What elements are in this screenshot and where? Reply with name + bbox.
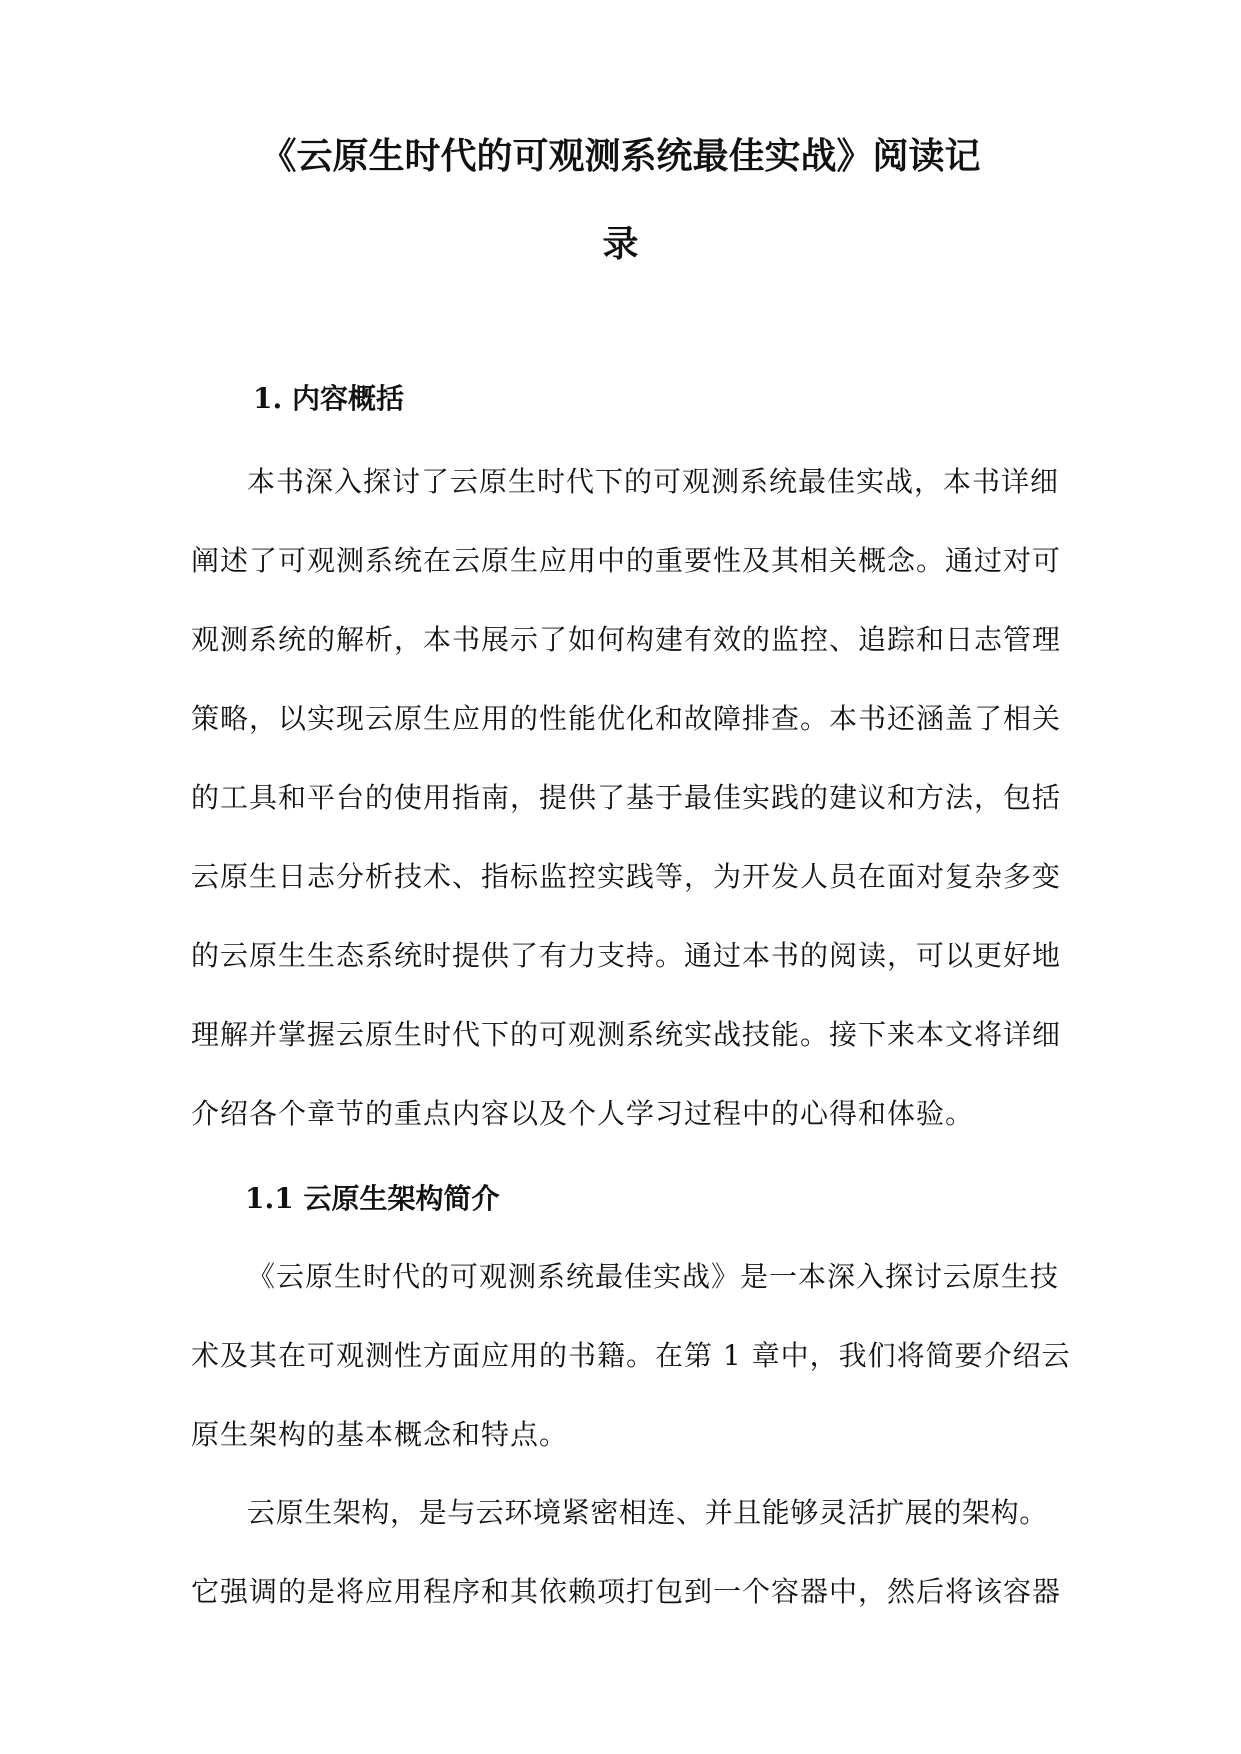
paragraph-line: 云原生架构，是与云环境紧密相连、并且能够灵活扩展的架构。 [247,1496,1048,1529]
paragraph-line: 策略，以实现云原生应用的性能优化和故障排查。本书还涵盖了相关 [191,702,1062,735]
paragraph-line: 它强调的是将应用程序和其依赖项打包到一个容器中，然后将该容器 [191,1575,1062,1608]
paragraph-line: 《云原生时代的可观测系统最佳实战》是一本深入探讨云原生技 [247,1260,1060,1293]
document-title-line-1: 《云原生时代的可观测系统最佳实战》阅读记 [260,135,981,177]
paragraph-line: 的工具和平台的使用指南，提供了基于最佳实践的建议和方法，包括 [191,781,1062,814]
paragraph-line: 的云原生生态系统时提供了有力支持。通过本书的阅读，可以更好地 [191,939,1062,972]
section-1-heading: 1. 内容概括 [253,382,404,415]
paragraph-line: 观测系统的解析，本书展示了如何构建有效的监控、追踪和日志管理 [191,623,1062,656]
paragraph-line: 理解并掌握云原生时代下的可观测系统实战技能。接下来本文将详细 [191,1018,1062,1051]
paragraph-line: 阐述了可观测系统在云原生应用中的重要性及其相关概念。通过对可 [191,544,1062,577]
paragraph-line: 介绍各个章节的重点内容以及个人学习过程中的心得和体验。 [191,1097,975,1130]
document-title-line-2: 录 [602,223,639,265]
section-1-1-heading: 1.1 云原生架构简介 [245,1182,500,1215]
paragraph-line: 原生架构的基本概念和特点。 [191,1418,569,1451]
paragraph-line: 本书深入探讨了云原生时代下的可观测系统最佳实战，本书详细 [247,465,1060,498]
paragraph-line: 术及其在可观测性方面应用的书籍。在第 1 章中，我们将简要介绍云 [191,1339,1071,1372]
paragraph-line: 云原生日志分析技术、指标监控实践等，为开发人员在面对复杂多变 [191,860,1062,893]
